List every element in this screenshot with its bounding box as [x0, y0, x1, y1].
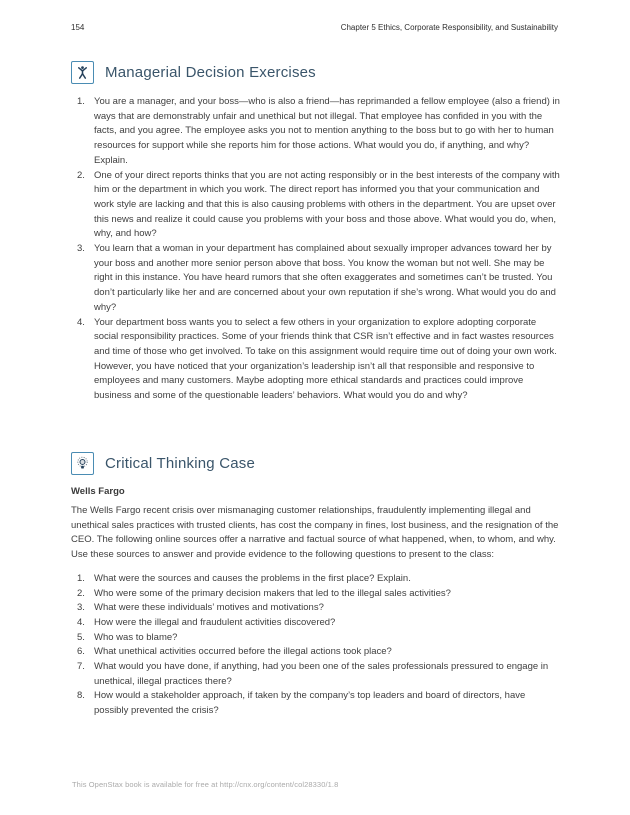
- section-header: [71, 452, 560, 475]
- list-item: How were the illegal and fraudulent activities discovered?: [94, 616, 336, 628]
- list-item: What would you have done, if anything, had you been one of the sales professionals pressured to engage in unethical, illegal practices there?: [94, 661, 549, 687]
- page-footer: This OpenStax book is available for free at http://cnx.org/content/col28330/1.8: [72, 780, 339, 789]
- list-item: What were these individuals’ motives and motivations?: [94, 602, 324, 614]
- page-number: 154: [71, 23, 85, 32]
- list-item: What unethical activities occurred before the illegal actions took place?: [94, 646, 392, 658]
- chapter-title: Chapter 5 Ethics, Corporate Responsibility, and Sustainability: [340, 23, 558, 32]
- list-item: You are a manager, and your boss—who is also a friend—has reprimanded a fellow employee (also a friend) in ways that are demonstrably unfair and unethical but not illegal. That employee has confided in you with the facts, and you agree. The employee asks you not to mention anything to the boss but to go with her to human resources for support while she reports him for those actions. What would you do, if anything, and why? Explain.: [94, 96, 560, 166]
- lightbulb-icon: [71, 452, 94, 475]
- list-item: Who was to blame?: [94, 631, 178, 643]
- managerial-decision-exercises-section: [71, 61, 560, 404]
- section-header: [71, 61, 560, 84]
- exercise-figure-icon: [71, 61, 94, 84]
- exercise-list: [71, 95, 560, 404]
- list-item: You learn that a woman in your department has complained about sexually improper advances toward her by your boss and another more senior person above that boss. You know the woman but not well. She may be right in this instance. You have heard rumors that she often exaggerates and sometimes can’t be trusted. You don’t particularly like her and are concerned about your own reputation if she’s wrong. What would you do and why?: [94, 243, 556, 313]
- case-question-list: [71, 572, 560, 719]
- case-subtitle: Wells Fargo: [71, 486, 125, 497]
- critical-thinking-case-section: [71, 452, 560, 719]
- section-title: Managerial Decision Exercises: [105, 64, 316, 81]
- list-item: Your department boss wants you to select a few others in your organization to explore adopting corporate social responsibility practices. Some of your friends think that CSR isn’t effective and in fact wastes resources and time of those who get involved. To take on this assignment would require time out of doing your own work. However, you have noticed that your organization’s leadership isn’t all that responsible and responsive to employees and many customers. Maybe adopting more ethical standards and practices could improve business and some of the questionable leaders’ behaviors. What would you do and why?: [94, 316, 557, 402]
- case-intro: The Wells Fargo recent crisis over mismanaging customer relationships, fraudulently implementing illegal and unethical sales practices with trusted clients, has cost the company in fines, lost business, and the resignation of the CEO. The following online sources offer a narrative and factual source of what happened, when, to whom, and why. Use these sources to answer and provide evidence to the following questions to present to the class:: [71, 505, 559, 561]
- running-header: [71, 23, 558, 33]
- list-item: What were the sources and causes the problems in the first place? Explain.: [94, 572, 411, 584]
- list-item: One of your direct reports thinks that you are not acting responsibly or in the best interests of the company with him or the department in which you work. The direct report has informed you that your communication and work style are lacking and that this is also causing problems with others in the department. You are upset over this news and realize it could cause you problems with your boss and those above. What would you do, when, why, and how?: [94, 169, 560, 240]
- list-item: How would a stakeholder approach, if taken by the company’s top leaders and board of directors, have possibly prevented the crisis?: [94, 690, 526, 717]
- section-title: Critical Thinking Case: [105, 455, 256, 472]
- list-item: Who were some of the primary decision makers that led to the illegal sales activities?: [94, 587, 451, 599]
